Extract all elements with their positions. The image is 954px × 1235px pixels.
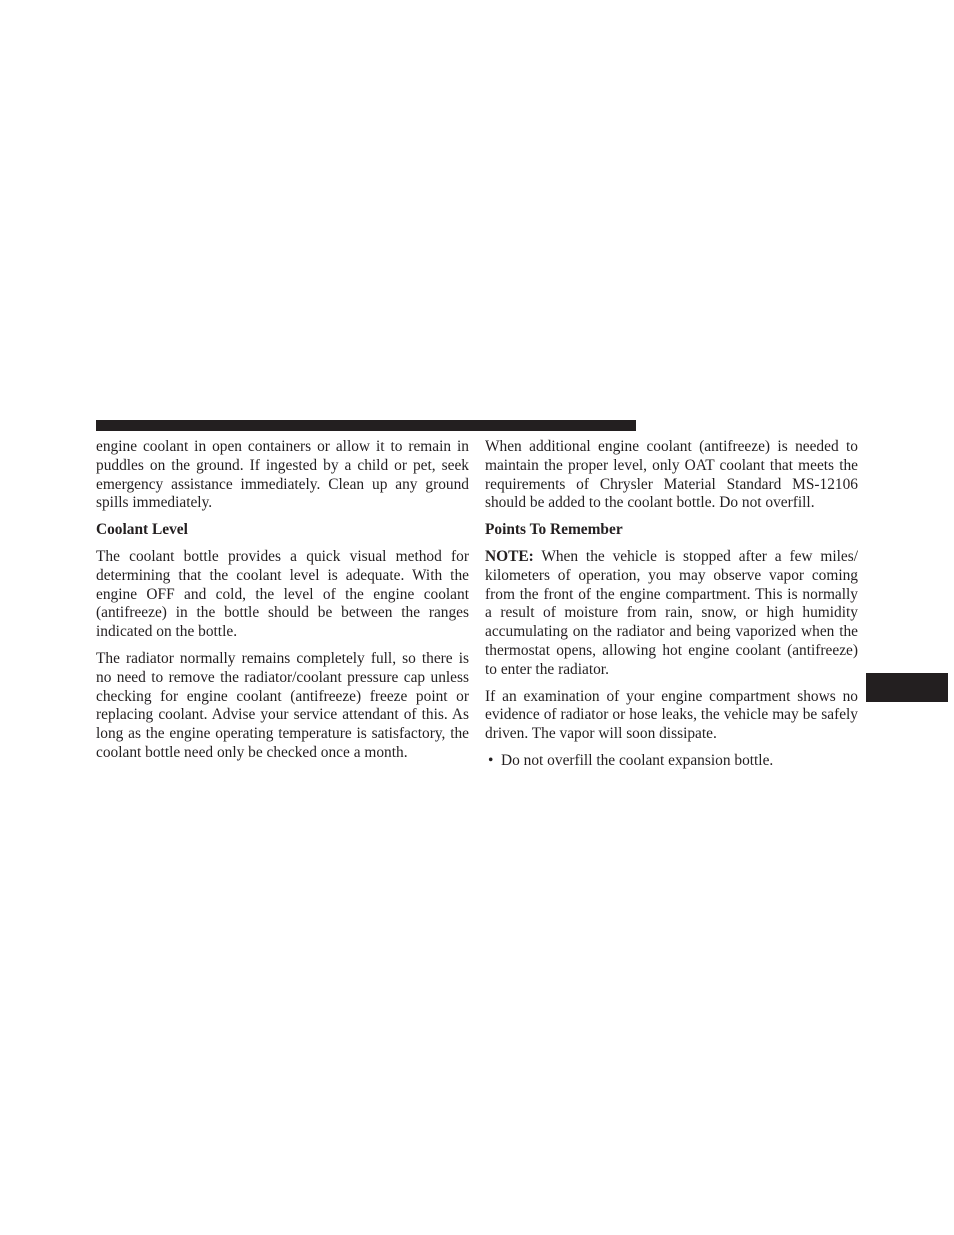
bullet-item (485, 752, 858, 771)
paragraph-additional-coolant: When additional engine coolant (antifreeze) is needed to maintain the proper level, only OAT coolant that meets the requirements of Chrysler Material Standard MS-12106 should be added to the coolant bottle. Do not overfill. (485, 438, 858, 512)
bullet-list (485, 752, 858, 771)
paragraph-coolant-bottle: The coolant bottle provides a quick visual method for determining that the coolant level is adequate. With the engine OFF and cold, the level of the engine coolant (antifreeze) in the bottle should be between the ranges indicated on the bottle. (96, 547, 469, 641)
heading-coolant-level: Coolant Level (96, 521, 188, 539)
section-tab (866, 673, 948, 702)
paragraph-examination: If an examination of your engine compartment shows no evidence of radiator or hose leaks, the vehicle may be safely driven. The vapor will soon dissipate. (485, 687, 858, 743)
bullet-text: Do not overfill the coolant expansion bottle. (501, 751, 774, 769)
left-column (96, 438, 469, 771)
note-label: NOTE: (485, 547, 534, 565)
paragraph-radiator: The radiator normally remains completely full, so there is no need to remove the radiator/coolant pressure cap unless checking for engine coolant (antifreeze) freeze point or replacing coolant. Advise your service attendant of this. As long as the engine operating temperature is satisfactory, the coolant bottle need only be checked once a month. (96, 649, 469, 761)
top-rule (96, 420, 636, 431)
heading-points-to-remember: Points To Remember (485, 521, 623, 539)
note-text: When the vehicle is stopped after a few miles/ kilometers of operation, you may observe vapor coming from the front of the engine compartment. This is normally a result of moisture from rain, snow, or high humidity accumulating on the radiator and being vaporized when the thermostat opens, allowing hot engine coolant (antifreeze) to enter the radiator. (485, 547, 858, 678)
note-paragraph (485, 548, 858, 680)
bullet-icon: • (488, 751, 494, 769)
right-column (485, 438, 858, 771)
paragraph-continued: engine coolant in open containers or allow it to remain in puddles on the ground. If ingested by a child or pet, seek emergency assistance immediately. Clean up any ground spills immediately. (96, 438, 469, 512)
